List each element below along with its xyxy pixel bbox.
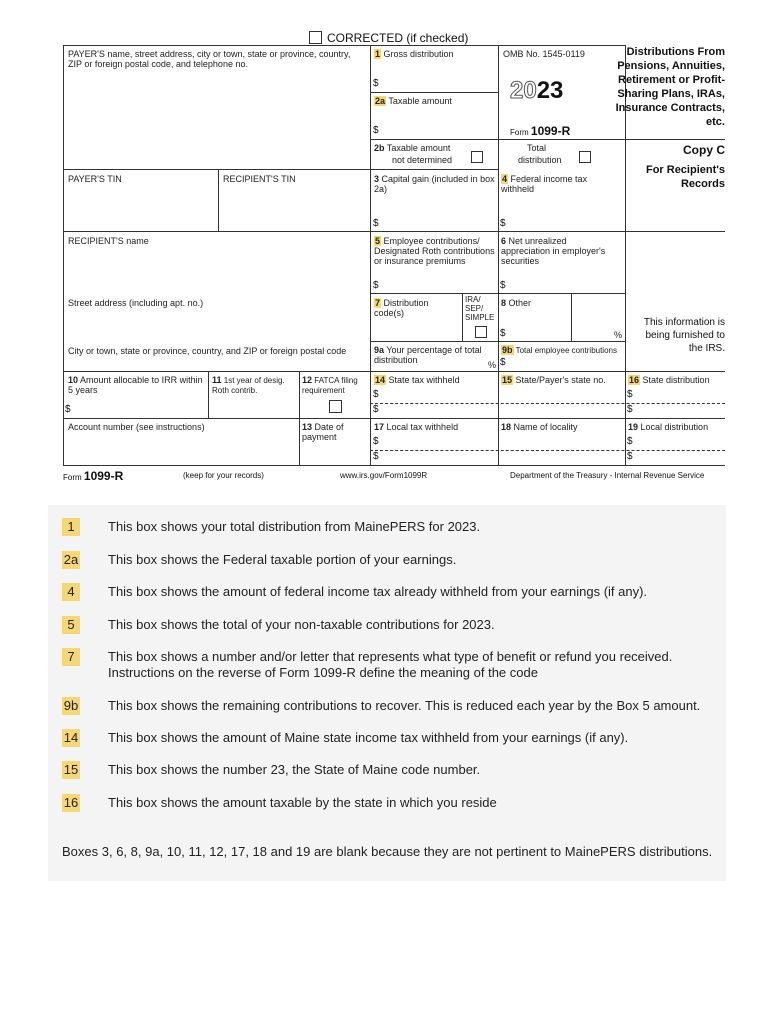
legend-text-7-line2: Instructions on the reverse of Form 1099-R define the meaning of the code <box>108 665 538 680</box>
divider-col-370 <box>370 45 371 465</box>
legend-num-14: 14 <box>63 730 79 745</box>
form-bottom-border <box>63 465 725 466</box>
recipient-name-label: RECIPIENT'S name <box>68 236 149 246</box>
box1-label: 1 Gross distribution <box>375 49 454 59</box>
line-3-5 <box>63 231 725 232</box>
legend-num-5: 5 <box>62 616 80 634</box>
box5-dollar: $ <box>373 280 379 291</box>
line-2a-2b <box>370 139 725 140</box>
line-5-7 <box>370 293 625 294</box>
legend-text-7: This box shows a number and/or letter that represents what type of benefit or refund you received. <box>108 649 673 664</box>
dash-state-1 <box>370 403 725 404</box>
box1-dollar: $ <box>373 78 379 89</box>
total-distribution-label-2: distribution <box>518 155 562 165</box>
box14-dollar-1: $ <box>373 389 379 400</box>
footer-url: www.irs.gov/Form1099R <box>340 471 428 480</box>
box17-label: 17 Local tax withheld <box>374 422 459 432</box>
box11-label: 11 1st year of desig. Roth contrib. <box>212 375 285 395</box>
box4-label: 4 Federal income tax withheld <box>501 174 588 194</box>
box7-label: 7 Distribution code(s) <box>374 298 429 318</box>
box2a-dollar: $ <box>373 125 379 136</box>
box15-label: 15 State/Payer's state no. <box>502 375 606 385</box>
legend-text-16: This box shows the amount taxable by the state in which you reside <box>108 795 497 810</box>
line-9-10 <box>63 371 725 372</box>
street-address-label: Street address (including apt. no.) <box>68 298 204 308</box>
form-name-right: Form 1099-R <box>510 124 571 138</box>
box17-dollar-2: $ <box>373 451 379 462</box>
total-distribution-label-1: Total <box>527 143 547 153</box>
box2b-label: 2b Taxable amount <box>374 143 451 153</box>
box12-label: 12 FATCA filing requirement <box>302 375 358 395</box>
box10-dollar: $ <box>65 404 71 415</box>
box10-label: 10 Amount allocable to IRR within 5 years <box>68 375 203 395</box>
legend-text-4: This box shows the amount of federal income tax already withheld from your earnings (if any). <box>108 584 648 599</box>
blank-boxes-note: Boxes 3, 6, 8, 9a, 10, 11, 12, 17, 18 and 19 are blank because they are not pertinent to MainePERS distributions. <box>62 844 713 859</box>
legend-text-9b: This box shows the remaining contributions to recover. This is reduced each year by the Box 5 amount. <box>108 698 701 713</box>
fatca-checkbox[interactable] <box>329 400 342 413</box>
legend-text-1: This box shows your total distribution from MainePERS for 2023. <box>108 519 481 534</box>
legend-num-15: 15 <box>63 762 79 777</box>
account-number-field[interactable] <box>64 434 298 464</box>
divider-ira-left <box>462 293 463 341</box>
box14-dollar-2: $ <box>373 404 379 415</box>
omb-number: OMB No. 1545-0119 <box>503 49 585 59</box>
corrected-label: CORRECTED (if checked) <box>327 31 469 45</box>
legend-num-2a: 2a <box>63 552 79 567</box>
payer-name-label: PAYER'S name, street address, city or town, state or province, country, ZIP or foreign postal code, and telephone no. <box>68 49 351 69</box>
footer-department: Department of the Treasury - Internal Revenue Service <box>510 471 705 480</box>
box6-dollar: $ <box>500 280 506 291</box>
for-recipient-records: For Recipient's Records <box>645 164 725 190</box>
divider-col-498 <box>498 45 499 465</box>
box6-label: 6 Net unrealized appreciation in employer's securities <box>501 236 606 266</box>
box2b-label-2: not determined <box>392 155 453 165</box>
form-title: Distributions From Pensions, Annuities, Retirement or Profit-Sharing Plans, IRAs, Insurance Contracts, etc. <box>615 46 725 128</box>
legend-num-4: 4 <box>62 583 80 601</box>
box14-label: 14 State tax withheld <box>375 375 460 385</box>
box9b-dollar: $ <box>500 357 506 368</box>
irs-furnished-notice: This information is being furnished to the IRS. <box>643 317 725 354</box>
copy-c: Copy C <box>683 143 725 157</box>
box9b-label: 9b Total employee contributions <box>502 345 617 355</box>
recipient-name-field[interactable] <box>64 248 369 293</box>
box16-label: 16 State distribution <box>629 375 710 385</box>
box8-label: 8 Other <box>501 298 532 308</box>
box19-dollar-2: $ <box>627 451 633 462</box>
payer-tin-field[interactable] <box>64 186 217 230</box>
legend-text-2a: This box shows the Federal taxable portion of your earnings. <box>108 552 457 567</box>
ira-sep-simple-label: IRA/ SEP/ SIMPLE <box>465 295 495 322</box>
line-7-9a <box>370 341 625 342</box>
divider-10-11 <box>208 371 209 418</box>
account-number-label: Account number (see instructions) <box>68 422 205 432</box>
legend-text-15: This box shows the number 23, the State of Maine code number. <box>108 762 481 777</box>
corrected-checkbox[interactable] <box>309 31 322 44</box>
form-top-border <box>63 45 626 46</box>
divider-8-right <box>571 293 572 341</box>
legend-num-7: 7 <box>62 648 80 666</box>
box8-dollar: $ <box>500 328 506 339</box>
recipient-tin-label: RECIPIENT'S TIN <box>223 174 296 184</box>
box8-percent: % <box>614 330 623 340</box>
footer-form-name: Form 1099-R <box>63 469 124 483</box>
line-1-2a <box>370 92 498 93</box>
payer-tin-label: PAYER'S TIN <box>68 174 122 184</box>
box3-dollar: $ <box>373 218 379 229</box>
dash-local-1 <box>370 450 725 451</box>
tax-year: 2023 <box>510 77 564 104</box>
box18-label: 18 Name of locality <box>501 422 578 432</box>
box3-label: 3 Capital gain (included in box 2a) <box>374 174 495 194</box>
legend-num-16: 16 <box>63 795 79 810</box>
legend-num-9b: 9b <box>63 698 79 713</box>
box2b-checkbox[interactable] <box>471 151 483 163</box>
legend-num-1: 1 <box>62 518 80 536</box>
box17-dollar-1: $ <box>373 436 379 447</box>
box16-dollar-1: $ <box>627 389 633 400</box>
legend-text-14: This box shows the amount of Maine state income tax withheld from your earnings (if any). <box>108 730 629 745</box>
total-distribution-checkbox[interactable] <box>579 151 591 163</box>
legend-text-5: This box shows the total of your non-taxable contributions for 2023. <box>108 617 495 632</box>
box5-label: 5 Employee contributions/ Designated Roth contributions or insurance premiums <box>374 236 495 266</box>
footer-keep: (keep for your records) <box>183 471 264 480</box>
box19-dollar-1: $ <box>627 436 633 447</box>
line-12-13 <box>63 418 725 419</box>
line-2b-3 <box>63 169 498 170</box>
box4-dollar: $ <box>500 218 506 229</box>
box13-label: 13 Date of payment <box>302 422 344 442</box>
box9a-percent: % <box>488 360 497 370</box>
box19-label: 19 Local distribution <box>628 422 709 432</box>
city-label: City or town, state or province, country, and ZIP or foreign postal code <box>68 346 347 356</box>
ira-sep-simple-checkbox[interactable] <box>475 326 487 338</box>
recipient-tin-field[interactable] <box>219 186 369 230</box>
payer-name-field[interactable] <box>64 75 369 167</box>
box9a-label: 9a Your percentage of total distribution <box>374 345 482 365</box>
box2a-label: 2a Taxable amount <box>375 96 452 106</box>
street-address-field[interactable] <box>64 310 369 340</box>
box16-dollar-2: $ <box>627 404 633 415</box>
